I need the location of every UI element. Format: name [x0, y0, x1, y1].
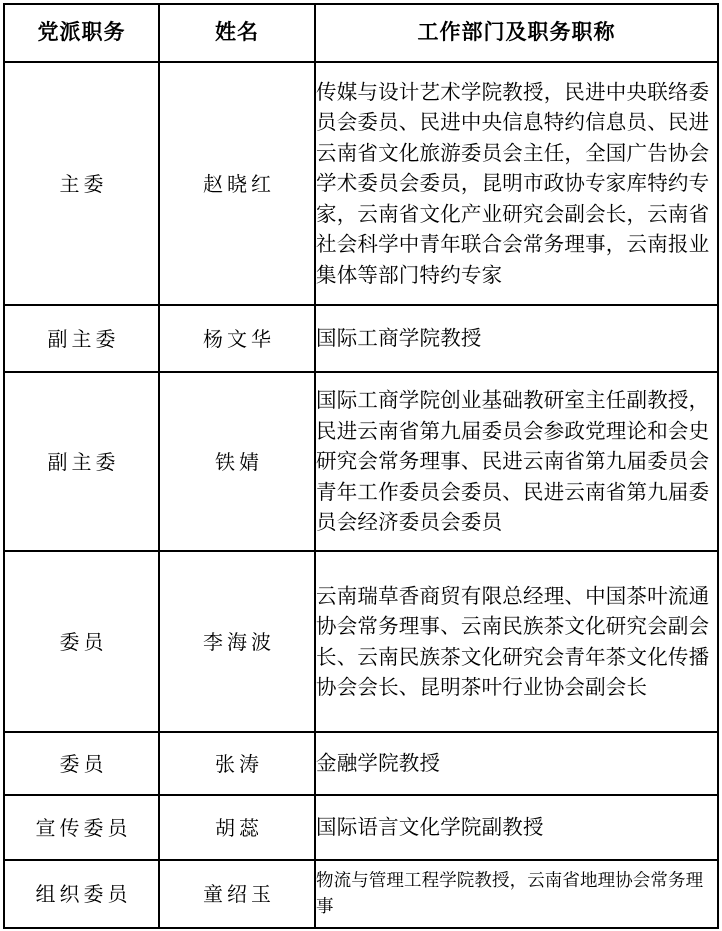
- cell-department-text: 国际工商学院创业基础教研室主任副教授，民进云南省第九届委员会参政党理论和会史研究会常务理事、民进云南省第九届委员会青年工作委员会委员、民进云南省第九届委员会经济委员会委员: [316, 388, 710, 535]
- table-body: [4, 62, 718, 928]
- cell-department-text: 传媒与设计艺术学院教授，民进中央联络委员会委员、民进中央信息特约信息员、民进云南省文化旅游委员会主任，全国广告协会学术委员会委员，昆明市政协专家库特约专家，云南省文化产业研究会副会长，云南省社会科学中青年联合会常务理事，云南报业集体等部门特约专家: [316, 79, 710, 287]
- cell-name: 胡蕊: [159, 795, 315, 860]
- cell-department: [315, 372, 718, 551]
- cell-post: 宣传委员: [4, 795, 159, 860]
- table-header-row: [4, 4, 718, 62]
- cell-post: 主委: [4, 62, 159, 305]
- cell-post: 委员: [4, 732, 159, 795]
- party-roster-table: [3, 3, 719, 929]
- cell-post: 副主委: [4, 305, 159, 372]
- cell-department: [315, 551, 718, 732]
- cell-department: [315, 795, 718, 860]
- cell-name: 张涛: [159, 732, 315, 795]
- table-row: [4, 795, 718, 860]
- cell-name: 铁婧: [159, 372, 315, 551]
- table-row: [4, 551, 718, 732]
- cell-department: [315, 62, 718, 305]
- column-header-name: 姓名: [159, 4, 315, 62]
- cell-name: 杨文华: [159, 305, 315, 372]
- table-row: [4, 372, 718, 551]
- cell-post: 组织委员: [4, 860, 159, 928]
- table-row: [4, 860, 718, 928]
- column-header-post: 党派职务: [4, 4, 159, 62]
- table-header: [4, 4, 718, 62]
- cell-department: [315, 732, 718, 795]
- cell-department-text: 国际工商学院教授: [316, 326, 482, 351]
- table-row: [4, 305, 718, 372]
- table-row: [4, 62, 718, 305]
- cell-post: 委员: [4, 551, 159, 732]
- table-row: [4, 732, 718, 795]
- cell-department-text: 国际语言文化学院副教授: [316, 815, 544, 840]
- cell-name: 李海波: [159, 551, 315, 732]
- cell-post: 副主委: [4, 372, 159, 551]
- cell-department-text: 云南瑞草香商贸有限总经理、中国茶叶流通协会常务理事、云南民族茶文化研究会副会长、云南民族茶文化研究会青年茶文化传播协会会长、昆明茶叶行业协会副会长: [316, 583, 710, 699]
- cell-name: 赵晓红: [159, 62, 315, 305]
- cell-department: [315, 860, 718, 928]
- cell-department: [315, 305, 718, 372]
- cell-name: 童绍玉: [159, 860, 315, 928]
- cell-department-text: 物流与管理工程学院教授，云南省地理协会常务理事: [316, 871, 704, 917]
- column-header-department: 工作部门及职务职称: [315, 4, 718, 62]
- cell-department-text: 金融学院教授: [316, 751, 441, 776]
